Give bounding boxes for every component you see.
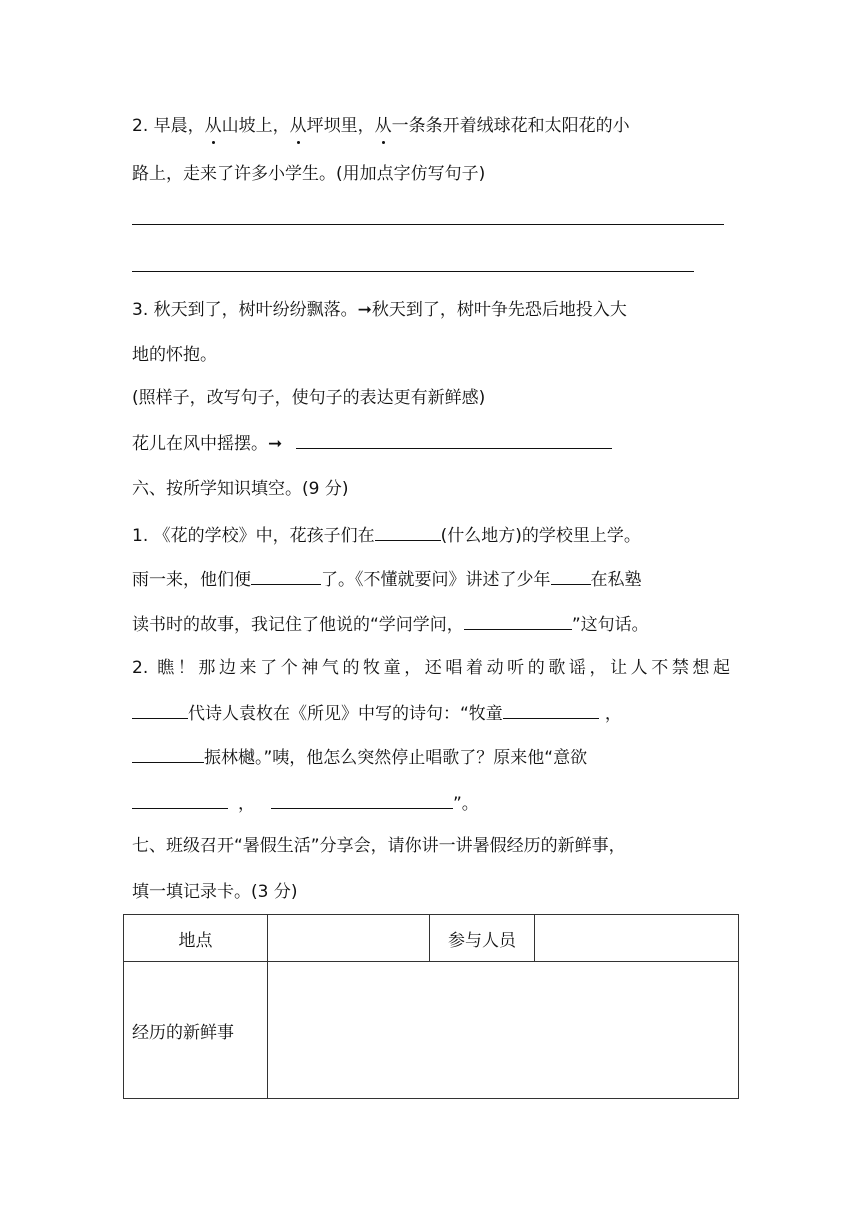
q3-instruction: (照样子，改写句子，使句子的表达更有新鲜感) <box>132 388 486 408</box>
s6-q1-line-1: 1. 《花的学校》中，花孩子们在 (什么地方)的学校里上学。 <box>132 522 641 546</box>
answer-blank[interactable] <box>132 790 228 809</box>
answer-blank[interactable] <box>271 790 453 809</box>
s6-q2-line-2: 代诗人袁枚在《所见》中写的诗句：“牧童 ， <box>132 700 622 724</box>
people-label-cell: 参与人员 <box>430 915 535 962</box>
answer-line[interactable] <box>132 224 724 225</box>
q3-prompt: 花儿在风中摇摆。➞ <box>132 434 283 454</box>
answer-blank[interactable] <box>503 700 599 719</box>
answer-blank[interactable] <box>551 566 591 585</box>
event-label-cell: 经历的新鲜事 <box>124 962 268 1099</box>
q3-prompt-row <box>132 430 612 454</box>
q2-line-1: 2. 早晨，从山坡上，从坪坝里，从一条条开着绒球花和太阳花的小 <box>132 116 630 136</box>
section-6-heading: 六、按所学知识填空。(9 分) <box>132 479 349 499</box>
record-card-table <box>123 914 739 1099</box>
s6-q1-line-2: 雨一来，他们便 了。《不懂就要问》讲述了少年 在私塾 <box>132 566 642 590</box>
emphasis-char: 从 <box>374 116 392 136</box>
answer-blank[interactable] <box>296 430 612 449</box>
answer-blank[interactable] <box>375 522 441 541</box>
section-7-heading-2: 填一填记录卡。(3 分) <box>132 882 298 902</box>
emphasis-char: 从 <box>204 116 222 136</box>
place-input-cell[interactable] <box>268 915 430 962</box>
s6-q2-line-3: 振林樾。”咦，他怎么突然停止唱歌了？原来他“意欲 <box>132 744 587 768</box>
answer-line[interactable] <box>132 271 694 272</box>
table-row <box>124 962 739 1099</box>
section-7-heading-1: 七、班级召开“暑假生活”分享会，请你讲一讲暑假经历的新鲜事， <box>132 836 626 856</box>
table-row <box>124 915 739 962</box>
s6-q2-line-4: ， ”。 <box>132 790 479 814</box>
answer-blank[interactable] <box>132 744 204 763</box>
emphasis-char: 从 <box>289 116 307 136</box>
answer-blank[interactable] <box>251 566 321 585</box>
q2-line-2: 路上，走来了许多小学生。(用加点字仿写句子) <box>132 164 486 184</box>
q3-line-2: 地的怀抱。 <box>132 345 217 365</box>
answer-blank[interactable] <box>132 700 188 719</box>
s6-q1-line-3: 读书时的故事，我记住了他说的“学问学问， ”这句话。 <box>132 611 649 635</box>
place-label-cell: 地点 <box>124 915 268 962</box>
q3-line-1: 3. 秋天到了，树叶纷纷飘落。➞秋天到了，树叶争先恐后地投入大 <box>132 300 627 320</box>
s6-q2-line-1: 2. 瞧！那边来了个神气的牧童，还唱着动听的歌谣，让人不禁想起 <box>132 658 730 678</box>
people-input-cell[interactable] <box>535 915 739 962</box>
answer-blank[interactable] <box>464 611 572 630</box>
event-input-cell[interactable] <box>268 962 739 1099</box>
